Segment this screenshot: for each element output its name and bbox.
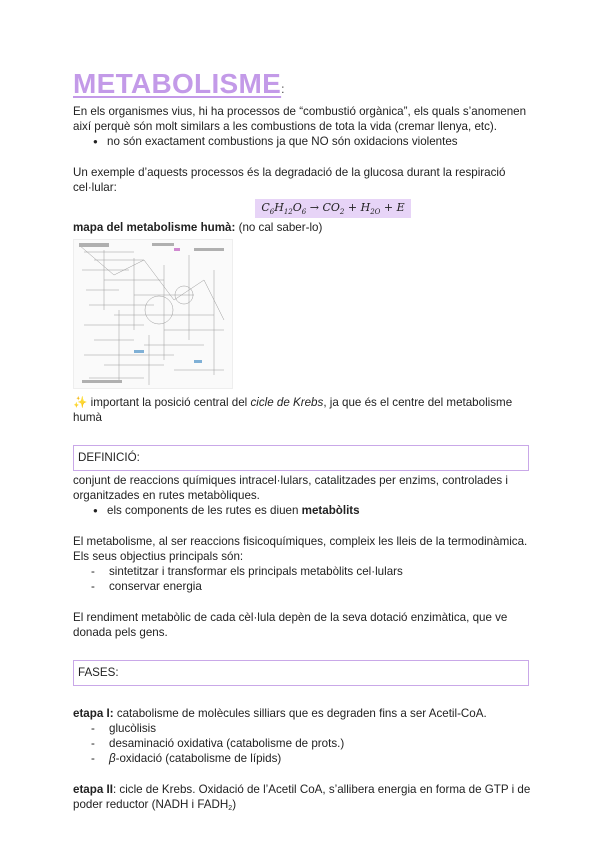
krebs-note	[73, 395, 533, 425]
stage1-item	[91, 751, 533, 766]
stage1-item: - glucòlisis	[91, 721, 533, 736]
formula-c-sub: 6	[269, 208, 275, 217]
document-page	[73, 68, 533, 816]
sparkle-icon: ✨	[73, 396, 88, 410]
definition-text: conjunt de reaccions químiques intracel·lulars, catalitzades per enzims, controlades i organitzades en rutes metabòliques.	[73, 474, 508, 503]
definition-bullet-bold: metabòlits	[301, 504, 360, 518]
intro-bullet-list	[73, 134, 533, 149]
intro-paragraph: En els organismes vius, hi ha processos de “combustió orgànica”, els quals s’anomenen així perquè són molt similars a les combustions de tota la vida (cremar llenya, etc).	[73, 105, 527, 133]
formula-arrow-co: → CO	[309, 201, 340, 214]
stage2-line	[73, 782, 533, 816]
map-note: (no cal saber-lo)	[235, 221, 323, 235]
definition-bullet	[93, 503, 533, 518]
glucose-formula	[255, 199, 410, 218]
thermo-paragraph: El metabolisme, al ser reaccions fisicoquímiques, compleix les lleis de la termodinàmica. Els seus objectius principals són:	[73, 535, 528, 564]
stage1-label: etapa I:	[73, 707, 114, 721]
formula-row	[73, 199, 533, 218]
definition-bullet-list	[73, 503, 533, 518]
thermo-item: - conservar energia	[91, 579, 533, 594]
formula-plus-h: + H	[347, 201, 371, 214]
krebs-note-before: important la posició central del	[87, 396, 251, 410]
example-paragraph: Un exemple d’aquests processos és la degradació de la glucosa durant la respiració cel·lular:	[73, 166, 506, 194]
formula-h: H	[274, 201, 284, 214]
title-line	[73, 68, 533, 104]
formula-plus-e: + E	[383, 201, 405, 214]
krebs-note-after: , ja que és el centre del metabolisme humà	[73, 396, 513, 425]
stage1-list	[73, 721, 533, 766]
formula-o-sub: 6	[301, 208, 307, 217]
thermo-list	[73, 564, 533, 594]
intro-bullet: ● no són exactament combustions ja que NO són oxidacions violentes	[93, 134, 533, 149]
formula-h2o-sub: 2O	[370, 208, 381, 217]
stage2-text: : cicle de Krebs. Oxidació de l’Acetil CoA, s’allibera energia en forma de GTP i de poder reductor (NADH i FADH	[73, 783, 531, 812]
stage1-text: catabolisme de molècules silliars que es degraden fins a ser Acetil-CoA.	[113, 707, 487, 721]
definition-box: DEFINICIÓ:	[73, 445, 529, 471]
page-title: METABOLISME	[73, 68, 282, 99]
yield-paragraph: El rendiment metabòlic de cada cèl·lula depèn de la seva dotació enzimàtica, que ve donada pels gens.	[73, 611, 508, 640]
formula-c: C	[261, 201, 270, 214]
stage2-label: etapa II	[73, 783, 113, 797]
stage1-item-text: -oxidació (catabolisme de lípids)	[115, 752, 282, 766]
metabolic-map-image	[73, 239, 233, 389]
krebs-note-emph: cicle de Krebs	[250, 396, 324, 410]
beta-symbol: β	[109, 752, 116, 766]
formula-h-sub: 12	[283, 208, 293, 217]
stage1-item: - desaminació oxidativa (catabolisme de prots.)	[91, 736, 533, 751]
map-heading: mapa del metabolisme humà:	[73, 221, 236, 235]
stage2-sub: 2	[228, 805, 233, 813]
phases-box: FASES:	[73, 660, 529, 686]
title-colon: :	[281, 82, 285, 96]
map-heading-line	[73, 220, 533, 235]
stage2-end: )	[232, 798, 237, 812]
definition-bullet-text: els components de les rutes es diuen	[107, 504, 302, 518]
formula-o: O	[292, 201, 302, 214]
formula-co-sub: 2	[339, 208, 345, 217]
stage1-line	[73, 706, 533, 721]
thermo-item: - sintetitzar i transformar els principals metabòlits cel·lulars	[91, 564, 533, 579]
